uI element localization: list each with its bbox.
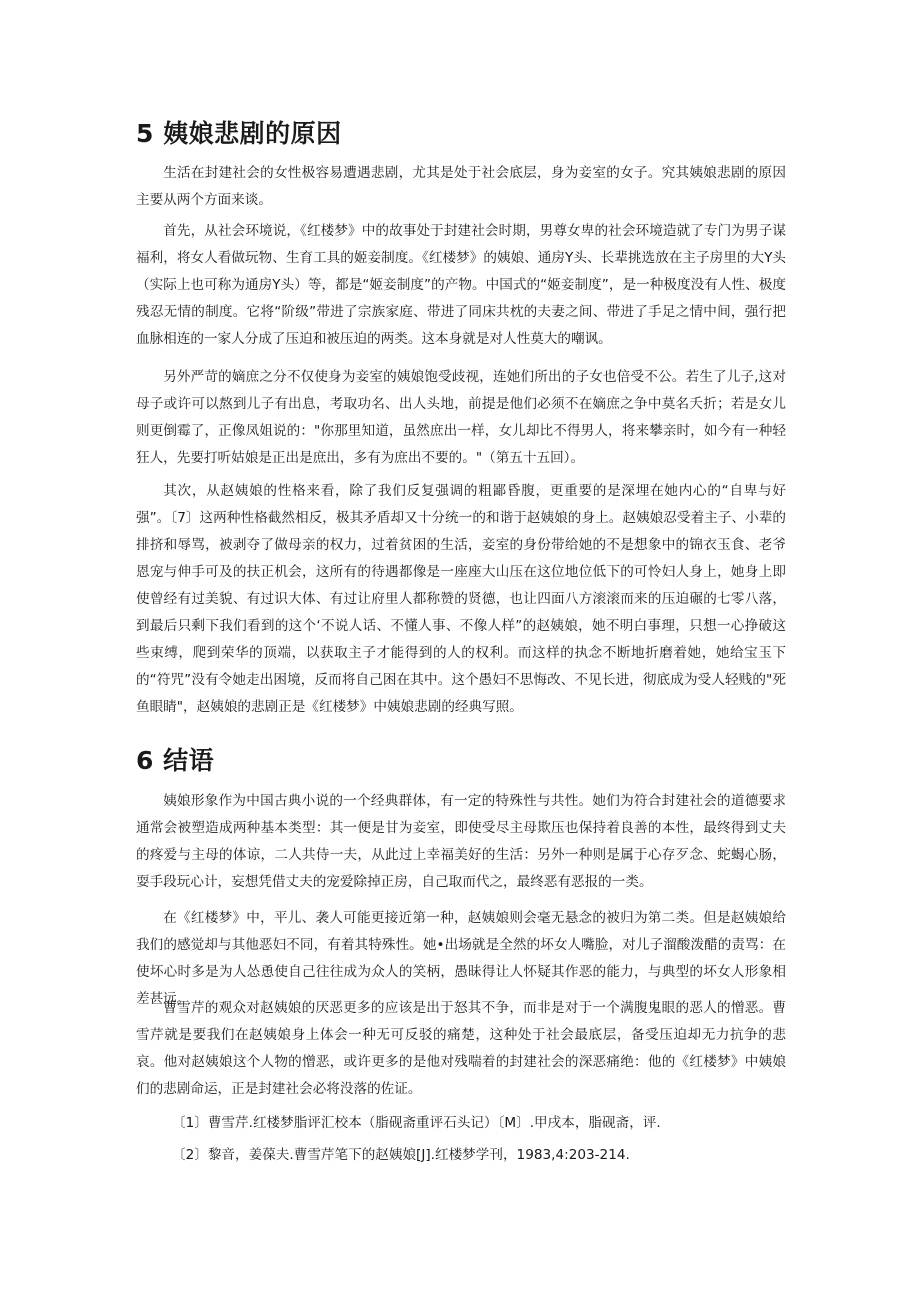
section-heading-6: 6 结语	[136, 746, 215, 775]
paragraph: 另外严苛的嫡庶之分不仅使身为妾室的姨娘饱受歧视，连她们所出的子女也倍受不公。若生了儿子,这对母子或许可以熬到儿子有出息，考取功名、出人头地，前提是他们必须不在嫡庶之争中莫名夭折；若是女儿则更倒霉了，正像凤姐说的："你那里知道，虽然庶出一样，女儿却比不得男人，将来攀亲时，如今有一种轻狂人，先要打听姑娘是正出是庶出，多有为庶出不要的。"（第五十五回）。	[136, 369, 786, 466]
paragraph: 曹雪芹的观众对赵姨娘的厌恶更多的应该是出于怒其不争，而非是对于一个满腹鬼眼的恶人的憎恶。曹雪芹就是要我们在赵姨娘身上体会一种无可反驳的痛楚，这种处于社会最底层，备受压迫却无力抗争的悲哀。他对赵姨娘这个人物的憎恶，或许更多的是他对残喘着的封建社会的深恶痛绝：他的《红楼梦》中姨娘们的悲剧命运，正是封建社会必将没落的佐证。	[136, 1000, 786, 1097]
paragraph: 姨娘形象作为中国古典小说的一个经典群体，有一定的特殊性与共性。她们为符合封建社会的道德要求通常会被塑造成两种基本类型：其一便是甘为妾室，即使受尽主母欺压也保持着良善的本性，最终得到丈夫的疼爱与主母的体谅，二人共侍一夫，从此过上幸福美好的生活：另外一种则是属于心存歹念、蛇蝎心肠，耍手段玩心计，妄想凭借丈夫的宠爱除掉正房，自己取而代之，最终恶有恶报的一类。	[136, 793, 786, 890]
reference-item: 〔1〕曹雪芹.红楼梦脂评汇校本（脂砚斋重评石头记）〔M〕.甲戌本，脂砚斋，评.	[172, 1115, 661, 1131]
paragraph: 首先，从社会环境说，《红楼梦》中的故事处于封建社会时期，男尊女卑的社会环境造就了专门为男子谋福利，将女人看做玩物、生育工具的姬妾制度。《红楼梦》的姨娘、通房Y头、长辈挑选放在主子房里的大Y头（实际上也可称为通房Y头）等，都是“姬妾制度”的产物。中国式的“姬妾制度”，是一种极度没有人性、极度残忍无情的制度。它将“阶级”带进了宗族家庭、带进了同床共枕的夫妻之间、带进了手足之情中间，强行把血脉相连的一家人分成了压迫和被压迫的两类。这本身就是对人性莫大的嘲讽。	[136, 223, 786, 347]
reference-item: 〔2〕黎音，姜葆夫.曹雪芹笔下的赵姨娘[J].红楼梦学刊，1983,4:203-214.	[172, 1147, 630, 1163]
paragraph: 生活在封建社会的女性极容易遭遇悲剧，尤其是处于社会底层，身为妾室的女子。究其姨娘悲剧的原因主要从两个方面来谈。	[136, 165, 786, 208]
section-heading-5: 5 姨娘悲剧的原因	[136, 119, 342, 148]
paragraph: 在《红楼梦》中，平儿、袭人可能更接近第一种，赵姨娘则会毫无悬念的被归为第二类。但是赵姨娘给我们的感觉却与其他恶妇不同，有着其特殊性。她•出场就是全然的坏女人嘴脸，对儿子溜酸泼醋的责骂：在使坏心时多是为人怂恿使自己往往成为众人的笑柄，愚昧得让人怀疑其作恶的能力，与典型的坏女人形象相差甚远。	[136, 910, 786, 1007]
paragraph: 其次，从赵姨娘的性格来看，除了我们反复强调的粗鄙昏腹，更重要的是深埋在她内心的“自卑与好强”。〔7〕这两种性格截然相反，极其矛盾却又十分统一的和谐于赵姨娘的身上。赵姨娘忍受着主子、小辈的排挤和辱骂，被剥夺了做母亲的权力，过着贫困的生活，妾室的身份带给她的不是想象中的锦衣玉食、老爷恩宠与伸手可及的扶正机会，这所有的待遇都像是一座座大山压在这位地位低下的可怜妇人身上，她身上即使曾经有过美貌、有过识大体、有过让府里人都称赞的贤德，也让四面八方滚滚而来的压迫碾的七零八落，到最后只剩下我们看到的这个‘不说人话、不懂人事、不像人样”的赵姨娘，她不明白事理，只想一心挣破这些束缚，爬到荣华的顶端，以获取主子才能得到的人的权利。而这样的执念不断地折磨着她，她给宝玉下的“符咒”没有令她走出困境，反而将自己困在其中。这个愚妇不思悔改、不见长进，彻底成为受人轻贱的"死鱼眼睛"，赵姨娘的悲剧正是《红楼梦》中姨娘悲剧的经典写照。	[136, 483, 786, 715]
